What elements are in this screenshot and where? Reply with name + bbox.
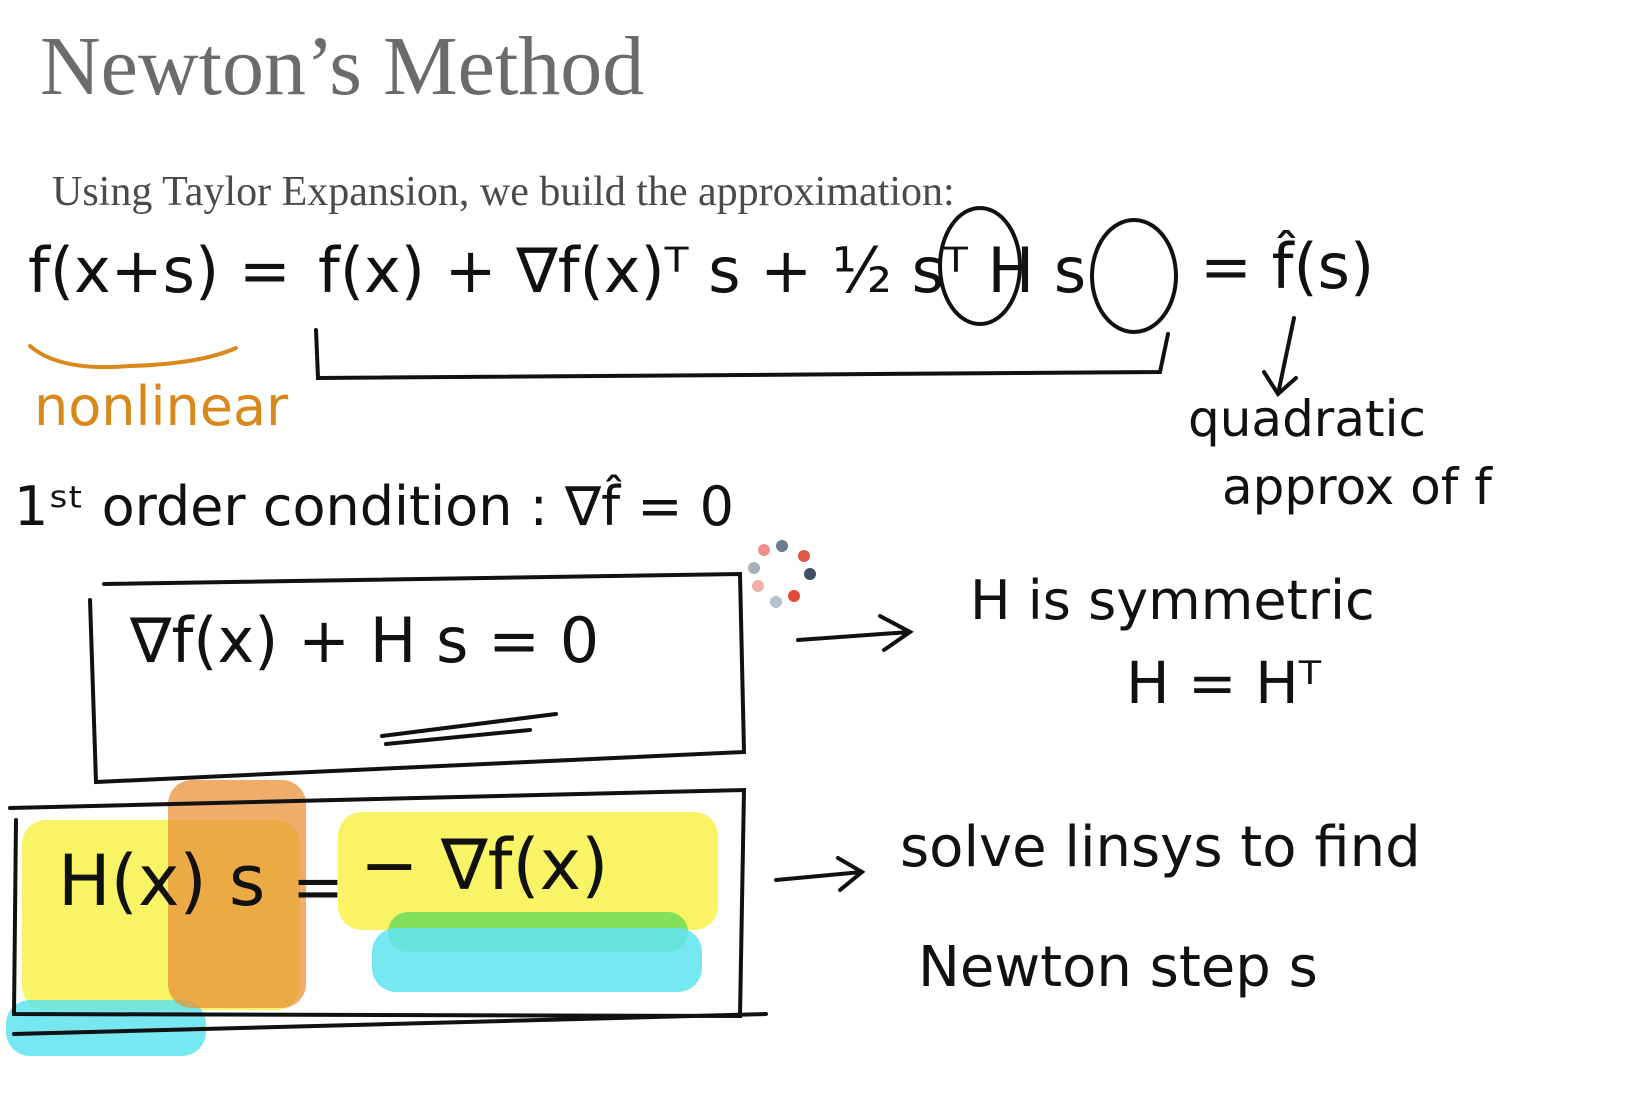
symmetric-note: H is symmetric [970, 569, 1375, 632]
circle-s [1092, 220, 1176, 332]
rhs-underbrace [316, 330, 1168, 378]
newton-eq: = [292, 850, 344, 923]
first-order-condition: 1ˢᵗ order condition : ∇f̂ = 0 [14, 475, 735, 538]
slide-title: Newton’s Method [40, 20, 645, 113]
gradient-equation: ∇f(x) + H s = 0 [130, 604, 600, 677]
quadratic-note-line2: approx of f [1222, 458, 1492, 516]
nonlinear-label: nonlinear [34, 375, 289, 438]
nonlinear-brace [30, 346, 236, 367]
down-arrow-icon [1264, 318, 1296, 394]
quadratic-note-line1: quadratic [1188, 390, 1426, 448]
newton-box [10, 790, 744, 1016]
newton-rhs: − ∇f(x) [360, 824, 609, 906]
gradient-box [90, 574, 744, 782]
taylor-lhs: f(x+s) = [28, 234, 291, 307]
taylor-result: = f̂(s) [1200, 230, 1375, 303]
circle-sT [940, 208, 1020, 324]
newton-lhs: H(x) s [58, 840, 266, 922]
loading-spinner-icon [752, 540, 816, 604]
solve-note-line2: Newton step s [918, 935, 1318, 1000]
solve-note-line1: solve linsys to find [900, 815, 1421, 880]
slide-subtitle: Using Taylor Expansion, we build the approximation: [52, 169, 955, 215]
symmetric-eq: H = Hᵀ [1126, 649, 1322, 717]
hs-underline [382, 714, 556, 744]
right-arrow-icon-1 [798, 616, 910, 650]
taylor-rhs: f(x) + ∇f(x)ᵀ s + ½ sᵀ H s [318, 234, 1087, 307]
right-arrow-icon-2 [776, 858, 862, 890]
